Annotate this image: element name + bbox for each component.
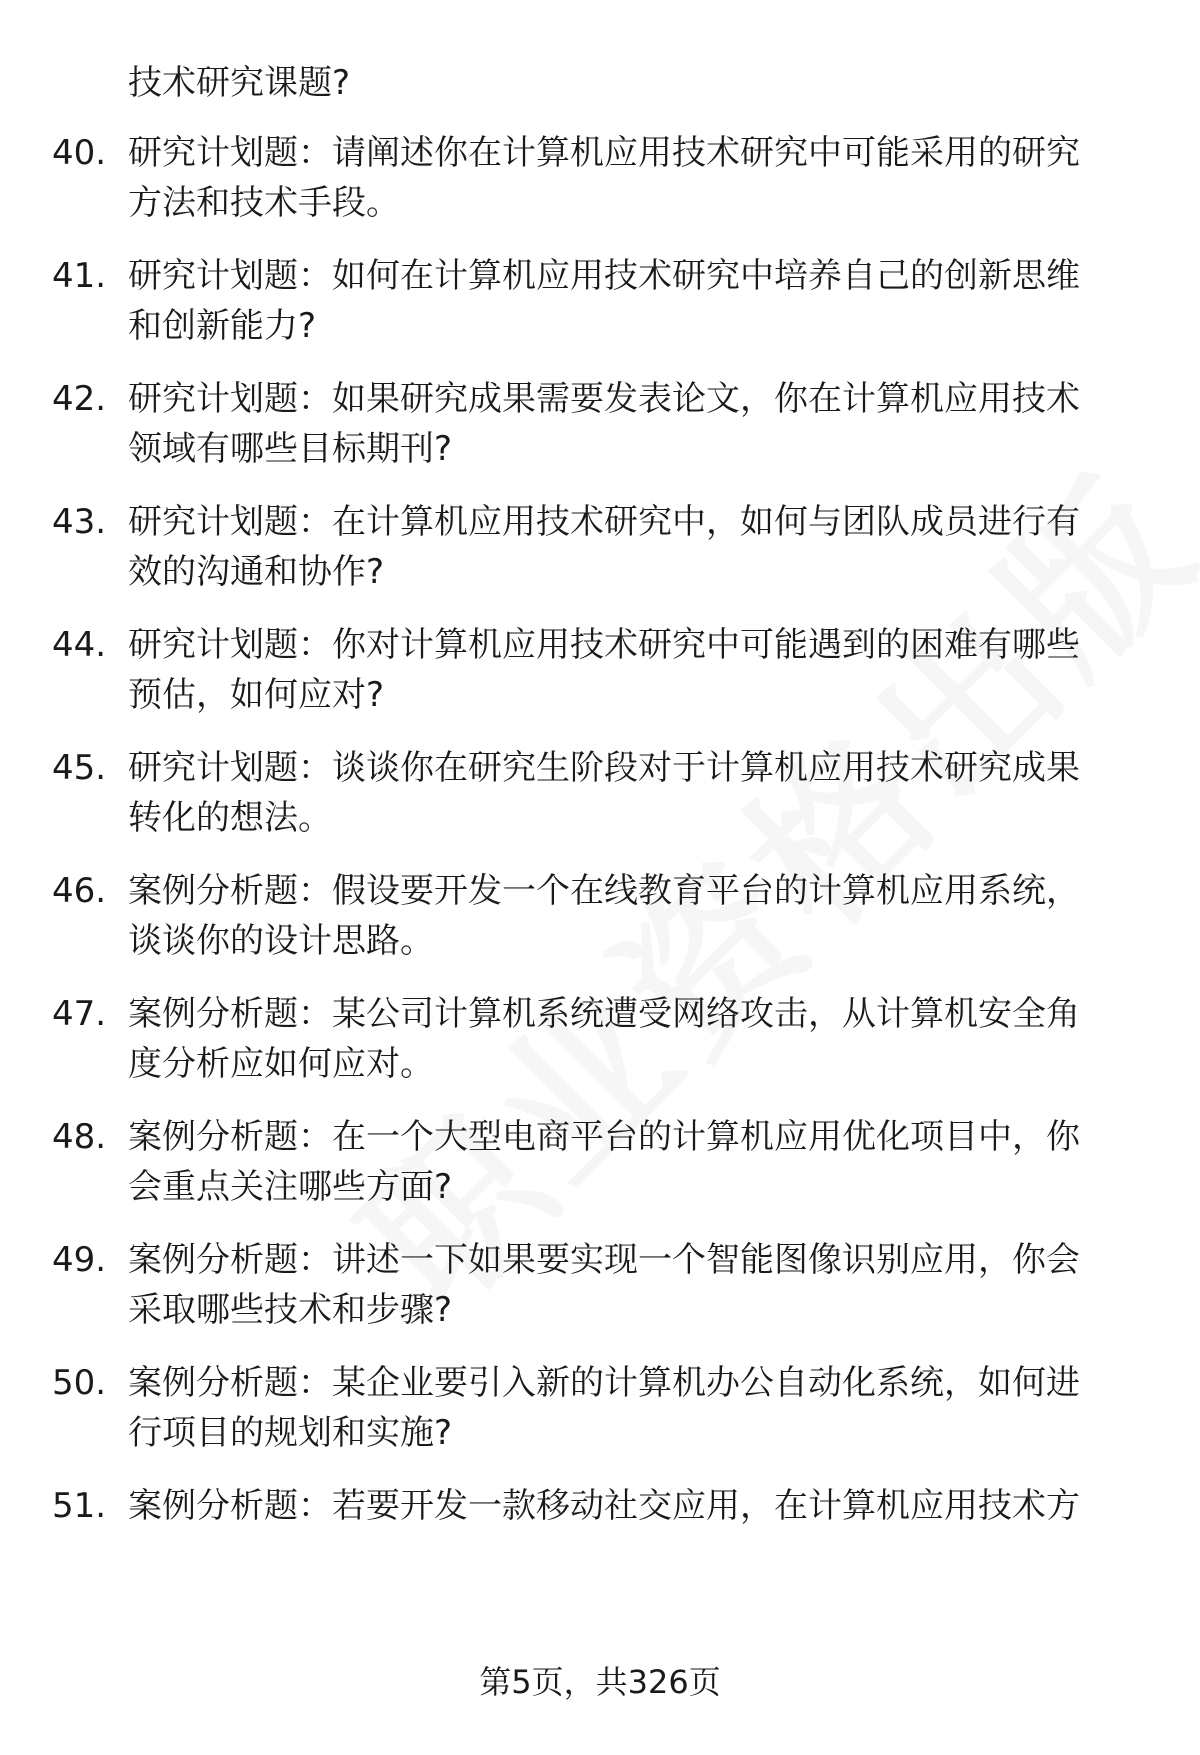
question-item	[0, 1112, 1200, 1222]
question-item	[0, 251, 1200, 361]
question-line: 采取哪些技术和步骤?	[128, 1290, 453, 1330]
question-text	[128, 620, 1138, 720]
question-text	[128, 1481, 1138, 1531]
question-line: 效的沟通和协作?	[128, 552, 385, 592]
question-line: 案例分析题：讲述一下如果要实现一个智能图像识别应用，你会	[128, 1240, 1080, 1280]
question-line: 度分析应如何应对。	[128, 1044, 434, 1084]
question-item	[0, 128, 1200, 238]
question-line: 转化的想法。	[128, 798, 332, 838]
continuation-text: 技术研究课题?	[128, 63, 351, 103]
question-number: 46.	[52, 871, 107, 911]
question-line: 案例分析题：假设要开发一个在线教育平台的计算机应用系统，	[128, 871, 1080, 911]
question-text	[128, 374, 1138, 474]
question-text	[128, 989, 1138, 1089]
question-item	[0, 497, 1200, 607]
question-line: 案例分析题：某企业要引入新的计算机办公自动化系统，如何进	[128, 1363, 1080, 1403]
question-line: 领域有哪些目标期刊?	[128, 429, 453, 469]
question-line: 案例分析题：某公司计算机系统遭受网络攻击，从计算机安全角	[128, 994, 1080, 1034]
question-line: 谈谈你的设计思路。	[128, 921, 434, 961]
question-item	[0, 620, 1200, 730]
question-item	[0, 1358, 1200, 1468]
question-line: 案例分析题：在一个大型电商平台的计算机应用优化项目中，你	[128, 1117, 1080, 1157]
question-text	[128, 1112, 1138, 1212]
question-item	[0, 989, 1200, 1099]
question-number: 50.	[52, 1363, 107, 1403]
question-item	[0, 1481, 1200, 1591]
question-line: 研究计划题：如何在计算机应用技术研究中培养自己的创新思维	[128, 256, 1080, 296]
question-number: 48.	[52, 1117, 107, 1157]
question-item	[0, 374, 1200, 484]
question-text	[128, 251, 1138, 351]
question-line: 研究计划题：如果研究成果需要发表论文，你在计算机应用技术	[128, 379, 1080, 419]
question-line: 方法和技术手段。	[128, 183, 400, 223]
question-line: 会重点关注哪些方面?	[128, 1167, 453, 1207]
question-number: 49.	[52, 1240, 107, 1280]
question-line: 研究计划题：在计算机应用技术研究中，如何与团队成员进行有	[128, 502, 1080, 542]
question-text	[128, 1235, 1138, 1335]
question-number: 44.	[52, 625, 107, 665]
question-line: 研究计划题：请阐述你在计算机应用技术研究中可能采用的研究	[128, 133, 1080, 173]
question-item	[0, 866, 1200, 976]
question-text	[128, 866, 1138, 966]
question-text	[128, 128, 1138, 228]
question-number: 47.	[52, 994, 107, 1034]
question-line: 预估，如何应对?	[128, 675, 385, 715]
question-item	[0, 1235, 1200, 1345]
question-text	[128, 743, 1138, 843]
question-number: 43.	[52, 502, 107, 542]
question-line: 行项目的规划和实施?	[128, 1413, 453, 1453]
question-line: 研究计划题：你对计算机应用技术研究中可能遇到的困难有哪些	[128, 625, 1080, 665]
question-number: 40.	[52, 133, 107, 173]
question-number: 42.	[52, 379, 107, 419]
question-line: 和创新能力?	[128, 306, 317, 346]
question-number: 45.	[52, 748, 107, 788]
question-line: 案例分析题：若要开发一款移动社交应用，在计算机应用技术方	[128, 1486, 1080, 1526]
question-number: 51.	[52, 1486, 107, 1526]
question-text	[128, 497, 1138, 597]
question-item	[0, 743, 1200, 853]
page-number-footer: 第5页，共326页	[479, 1663, 721, 1701]
question-text	[128, 1358, 1138, 1458]
question-line: 研究计划题：谈谈你在研究生阶段对于计算机应用技术研究成果	[128, 748, 1080, 788]
question-number: 41.	[52, 256, 107, 296]
